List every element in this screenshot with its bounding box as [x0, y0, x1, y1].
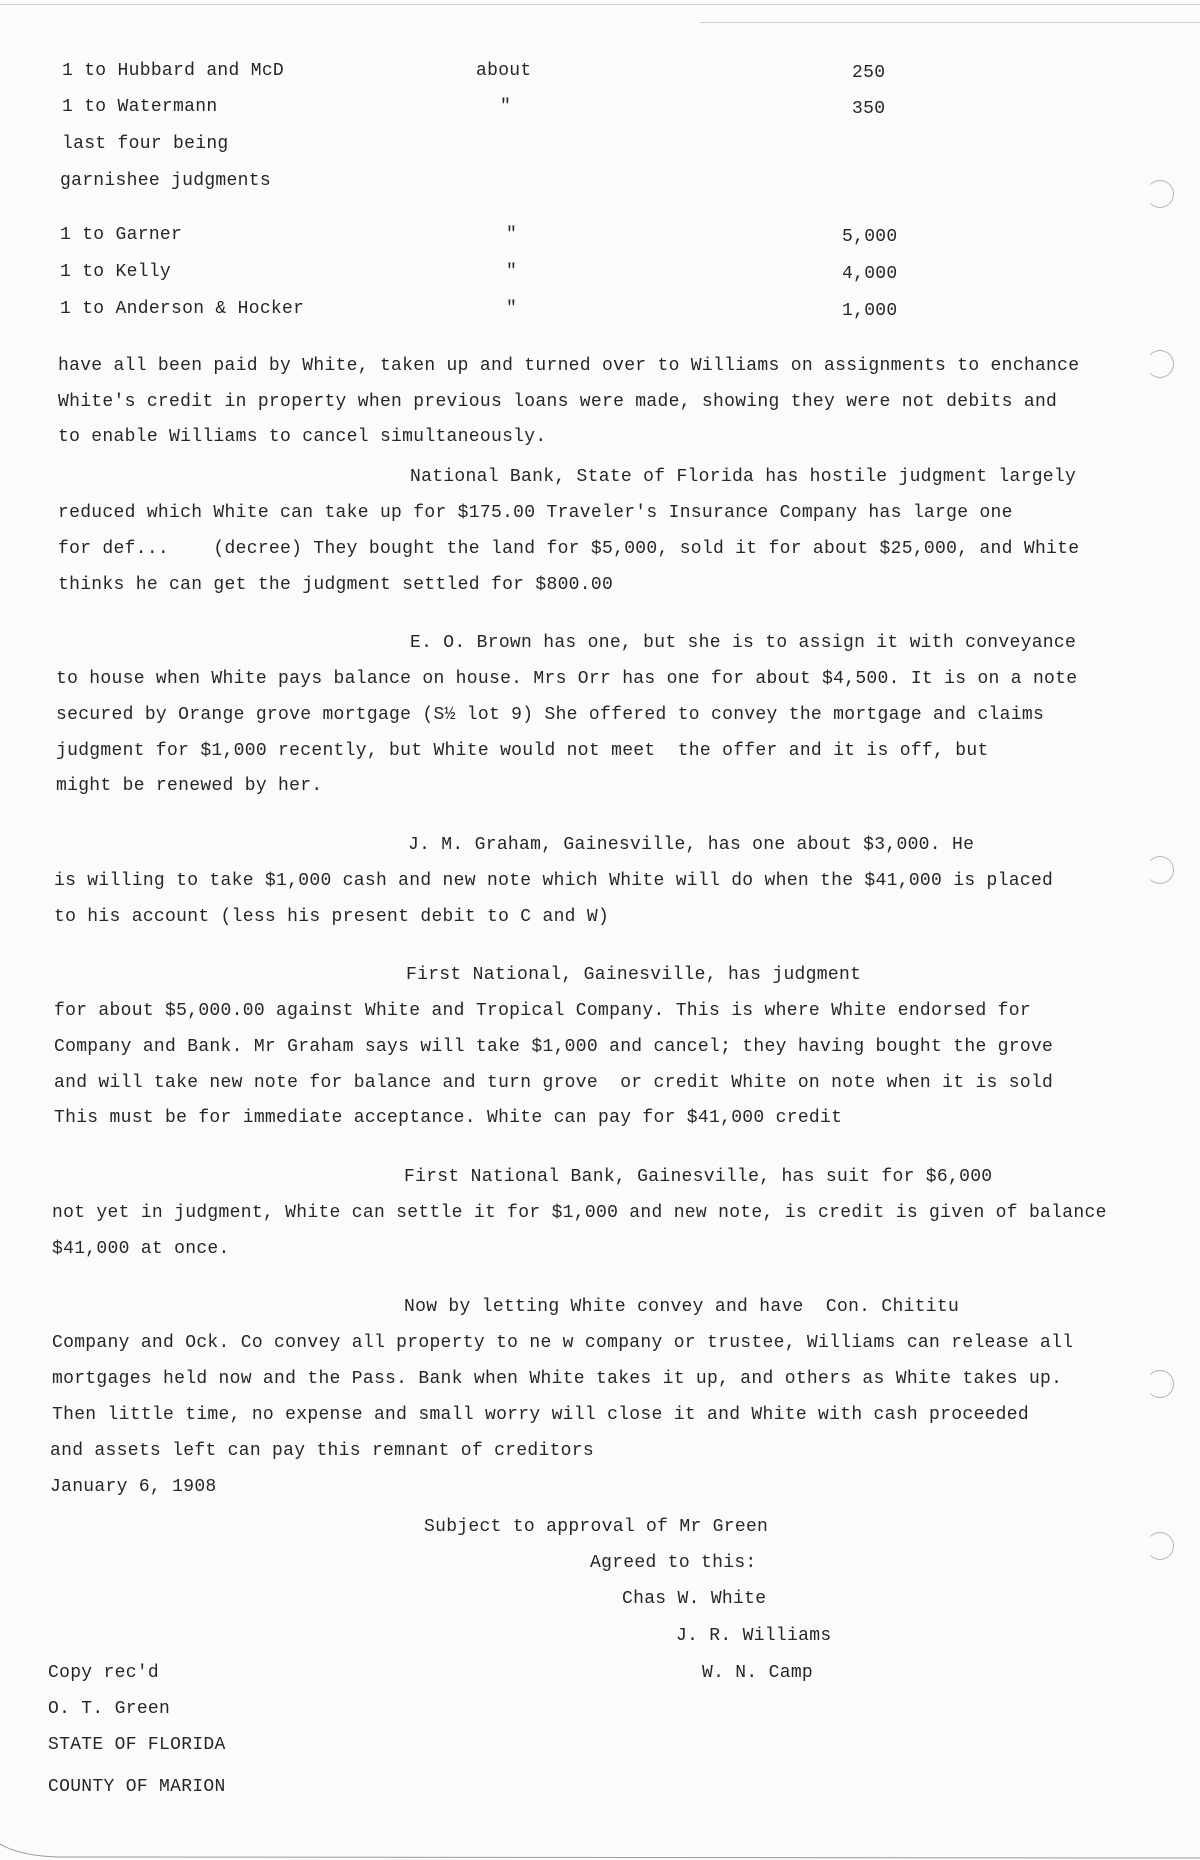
body-line: First National Bank, Gainesville, has suit for $6,000 [404, 1167, 993, 1187]
item-label: 1 to Hubbard and McD [62, 61, 285, 81]
top-edge-line [0, 4, 1200, 5]
body-line: Company and Bank. Mr Graham says will take $1,000 and cancel; they having bought the grove [54, 1037, 1054, 1057]
body-line: might be renewed by her. [56, 776, 323, 796]
footer-line: STATE OF FLORIDA [48, 1735, 226, 1755]
signature-line: Chas W. White [622, 1589, 767, 1609]
footer-line: O. T. Green [48, 1699, 171, 1719]
punch-hole [1146, 350, 1174, 378]
body-line: for def... (decree) They bought the land for $5,000, sold it for about $25,000, and White [58, 539, 1080, 559]
signature-line: J. R. Williams [676, 1626, 832, 1646]
body-line: judgment for $1,000 recently, but White would not meet the offer and it is off, but [56, 741, 989, 761]
item-label: 1 to Anderson & Hocker [60, 299, 305, 319]
punch-hole [1146, 1370, 1174, 1398]
body-line: J. M. Graham, Gainesville, has one about $3,000. He [408, 835, 975, 855]
body-line: E. O. Brown has one, but she is to assign it with conveyance [410, 633, 1077, 653]
item-label: 1 to Garner [60, 225, 183, 245]
body-line: not yet in judgment, White can settle it for $1,000 and new note, is credit is given of balance [52, 1203, 1107, 1223]
item-note: " [506, 262, 518, 282]
document-date: January 6, 1908 [50, 1477, 217, 1497]
body-line: $41,000 at once. [52, 1239, 230, 1259]
body-line: reduced which White can take up for $175.00 Traveler's Insurance Company has large one [58, 503, 1013, 523]
signature-line: Subject to approval of Mr Green [424, 1517, 769, 1537]
body-line: thinks he can get the judgment settled for $800.00 [58, 575, 614, 595]
body-line: White's credit in property when previous loans were made, showing they were not debits and [58, 392, 1058, 412]
body-line: for about $5,000.00 against White and Tropical Company. This is where White endorsed for [54, 1001, 1031, 1021]
item-amount: 1,000 [842, 301, 898, 321]
body-line: secured by Orange grove mortgage (S½ lot 9) She offered to convey the mortgage and claims [56, 705, 1045, 725]
item-note: " [500, 97, 512, 117]
body-line: to house when White pays balance on house. Mrs Orr has one for about $4,500. It is on a note [56, 669, 1078, 689]
punch-hole [1146, 856, 1174, 884]
body-line: to his account (less his present debit to C and W) [54, 907, 610, 927]
body-line: mortgages held now and the Pass. Bank when White takes it up, and others as White takes up. [52, 1369, 1063, 1389]
body-line: Company and Ock. Co convey all property to ne w company or trustee, Williams can release all [52, 1333, 1074, 1353]
body-line: to enable Williams to cancel simultaneously. [58, 427, 547, 447]
top-edge-line-short [700, 22, 1200, 23]
item-amount: 4,000 [842, 264, 898, 284]
footer-line: Copy rec'd [48, 1663, 160, 1683]
item-label: 1 to Watermann [62, 97, 218, 117]
body-line: Now by letting White convey and have Con. Chititu [404, 1297, 960, 1317]
body-line: This must be for immediate acceptance. White can pay for $41,000 credit [54, 1108, 843, 1128]
item-amount: 5,000 [842, 227, 898, 247]
punch-hole [1146, 180, 1174, 208]
body-line: and assets left can pay this remnant of creditors [50, 1441, 594, 1461]
body-line: Then little time, no expense and small worry will close it and White with cash proceeded [52, 1405, 1029, 1425]
item-label: 1 to Kelly [60, 262, 172, 282]
item-note: about [476, 61, 532, 81]
items-note-line: last four being [62, 134, 229, 154]
items-note-line: garnishee judgments [60, 171, 271, 191]
body-line: is willing to take $1,000 cash and new note which White will do when the $41,000 is placed [54, 871, 1054, 891]
page-bottom-edge [0, 1842, 1200, 1860]
item-note: " [506, 299, 518, 319]
footer-line: COUNTY OF MARION [48, 1777, 226, 1797]
body-line: First National, Gainesville, has judgment [406, 965, 862, 985]
body-line: National Bank, State of Florida has hostile judgment largely [410, 467, 1077, 487]
item-amount: 250 [852, 63, 886, 83]
item-amount: 350 [852, 99, 886, 119]
item-note: " [506, 225, 518, 245]
body-line: have all been paid by White, taken up and turned over to Williams on assignments to enchance [58, 356, 1080, 376]
punch-hole [1146, 1532, 1174, 1560]
signature-line: W. N. Camp [702, 1663, 814, 1683]
body-line: and will take new note for balance and turn grove or credit White on note when it is sold [54, 1073, 1054, 1093]
signature-line: Agreed to this: [590, 1553, 757, 1573]
